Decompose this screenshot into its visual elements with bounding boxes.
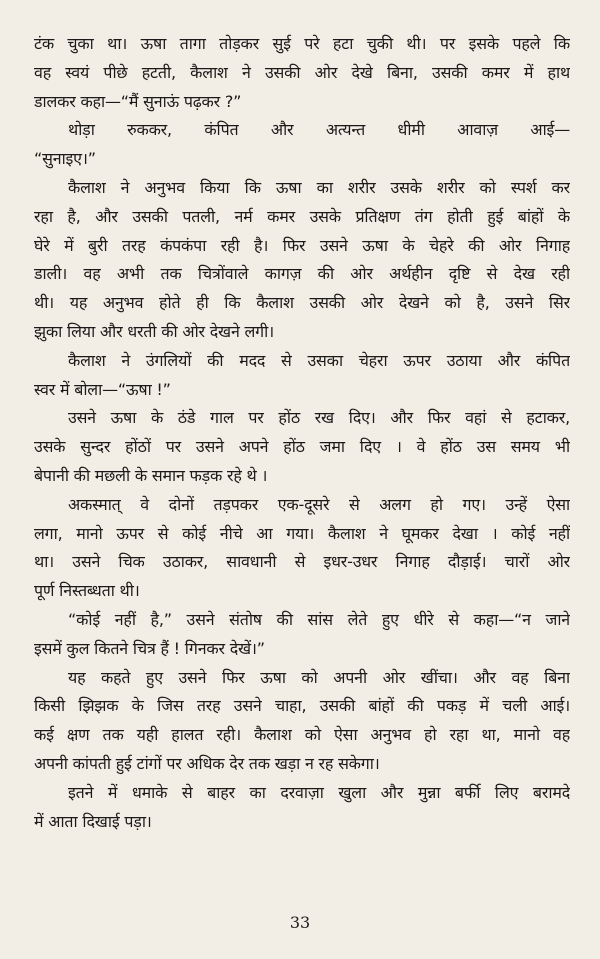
text-line: “सुनाइए।” [34,149,96,169]
text-line: में आता दिखाई पड़ा। [34,811,152,831]
text-line: टंक चुका था। ऊषा तागा तोड़कर सुई परे हटा चुकी थी। पर इसके पहले कि [34,34,570,53]
book-page-text [34,30,570,836]
text-line: लगा, मानो ऊपर से कोई नीचे आ गया। कैलाश ने घूमकर देखा । कोई नहीं [34,523,570,543]
text-line: पूर्ण निस्तब्धता थी। [34,581,140,601]
page-number: 33 [289,913,311,932]
text-line: रहा है, और उसकी पतली, नर्म कमर उसके प्रतिक्षण तंग होती हुई बांहों के [34,206,570,226]
text-line: अकस्मात् वे दोनों तड़पकर एक-दूसरे से अलग हो गए। उन्हें ऐसा [68,494,570,514]
text-line: इतने में धमाके से बाहर का दरवाज़ा खुला और मुन्ना बर्फी लिए बरामदे [68,782,570,802]
text-line: यह कहते हुए उसने फिर ऊषा को अपनी ओर खींचा। और वह बिना [68,667,570,687]
text-line: थी। यह अनुभव होते ही कि कैलाश उसकी ओर देखने को है, उसने सिर [34,293,570,313]
text-line: स्वर में बोला—“ऊषा !” [34,379,171,399]
text-line: बेपानी की मछली के समान फड़क रहे थे । [34,465,268,485]
text-line: कई क्षण तक यही हालत रही। कैलाश को ऐसा अनुभव हो रहा था, मानो वह [34,725,570,745]
text-line: घेरे में बुरी तरह कंपकंपा रही है। फिर उसने ऊषा के चेहरे की ओर निगाह [34,235,570,255]
text-line: कैलाश ने अनुभव किया कि ऊषा का शरीर उसके शरीर को स्पर्श कर [68,177,570,197]
text-line: किसी झिझक के जिस तरह उसने चाहा, उसकी बांहों की पकड़ में चली आई। [34,696,570,716]
text-line: झुका लिया और धरती की ओर देखने लगी। [34,321,274,341]
text-line: डाली। वह अभी तक चित्रोंवाले कागज़ की ओर अर्थहीन दृष्टि से देख रही [34,264,570,284]
text-line: डालकर कहा—“मैं सुनाऊं पढ़कर ?” [34,91,242,111]
text-line: उसने ऊषा के ठंडे गाल पर होंठ रख दिए। और फिर वहां से हटाकर, [68,408,570,428]
text-line: कैलाश ने उंगलियों की मदद से उसका चेहरा ऊपर उठाया और कंपित [68,350,570,370]
text-line: उसके सुन्दर होंठों पर उसने अपने होंठ जमा दिए । वे होंठ उस समय भी [34,437,570,457]
text-line: इसमें कुल कितने चित्र हैं ! गिनकर देखें।” [34,638,265,658]
text-line: वह स्वयं पीछे हटती, कैलाश ने उसकी ओर देखे बिना, उसकी कमर में हाथ [34,62,570,82]
text-line: था। उसने चिक उठाकर, सावधानी से इधर-उधर निगाह दौड़ाई। चारों ओर [34,552,570,572]
text-line: अपनी कांपती हुई टांगों पर अधिक देर तक खड़ा न रह सकेगा। [34,753,380,773]
text-line: थोड़ा रुककर, कंपित और अत्यन्त धीमी आवाज़ आई— [68,120,570,140]
text-line: “कोई नहीं है,” उसने संतोष की सांस लेते हुए धीरे से कहा—“न जाने [68,609,570,629]
